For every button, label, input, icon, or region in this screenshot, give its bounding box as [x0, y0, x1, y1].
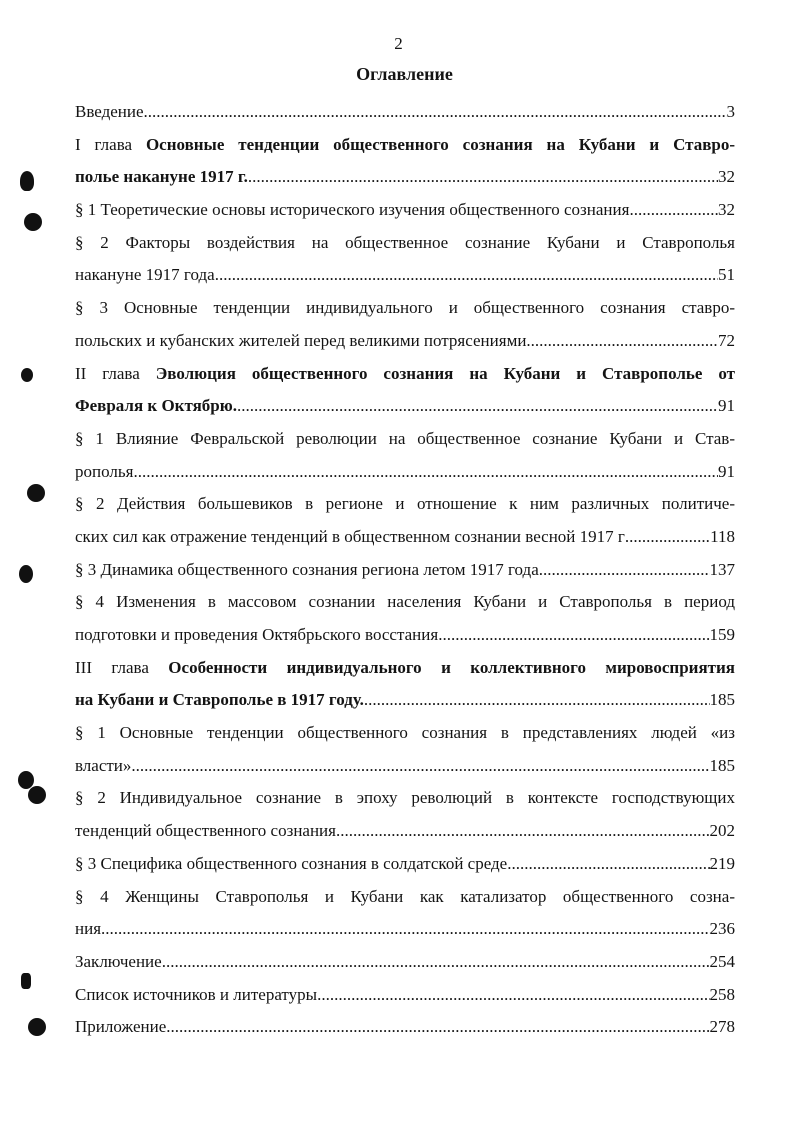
toc-section-3-3[interactable]: § 3 Специфика общественного сознания в солдатской среде ..... 219: [75, 848, 735, 881]
toc-section-1-1[interactable]: § 1 Теоретические основы исторического изучения общественного сознания ..... 32: [75, 194, 735, 227]
toc-section-3-1-line1[interactable]: § 1 Основные тенденции общественного сознания в представлениях людей «из: [75, 723, 735, 743]
toc-entry-appendix[interactable]: Приложение ..... 278: [75, 1011, 735, 1044]
page-ref: 258: [709, 984, 735, 1004]
toc-section-1-2-line2[interactable]: накануне 1917 года ..... 51: [75, 259, 735, 292]
punch-hole-mark: [24, 213, 42, 231]
page-ref: 202: [709, 821, 735, 841]
toc-chapter-2-line1[interactable]: II глава Эволюция общественного сознания на Кубани и Ставрополье от: [75, 363, 735, 383]
chapter-title: Эволюция общественного сознания на Кубани и Ставрополье от: [155, 363, 735, 383]
page-ref: 159: [709, 625, 735, 644]
toc-section-1-2-line1[interactable]: § 2 Факторы воздействия на общественное сознание Кубани и Ставрополья: [75, 232, 735, 252]
toc-section-3-2-line1[interactable]: § 2 Индивидуальное сознание в эпоху революций в контексте господствующих: [75, 788, 735, 808]
chapter-title: Основные тенденции общественного сознания на Кубани и Ставро-: [145, 134, 735, 154]
toc-chapter-3-line2[interactable]: на Кубани и Ставрополье в 1917 году. ..... 185: [75, 684, 735, 717]
page-ref: 185: [709, 690, 735, 710]
page-ref: 51: [718, 265, 735, 285]
toc-chapter-2-line2[interactable]: Февраля к Октябрю. ..... 91: [75, 390, 735, 423]
page-ref: 137: [709, 559, 735, 579]
page-ref: 72: [718, 330, 735, 350]
page-ref: 185: [709, 755, 735, 775]
punch-hole-mark: [21, 368, 33, 382]
toc-section-1-3-line1[interactable]: § 3 Основные тенденции индивидуального и общественного сознания ставро-: [75, 298, 735, 318]
punch-hole-mark: [21, 973, 31, 989]
page-number: 2: [394, 34, 403, 53]
toc-entry-conclusion[interactable]: Заключение ..... 254: [75, 946, 735, 979]
toc-section-3-4-line2[interactable]: ния ..... 236: [75, 913, 735, 946]
punch-hole-mark: [20, 171, 34, 191]
toc-section-2-1-line1[interactable]: § 1 Влияние Февральской революции на общественное сознание Кубани и Став-: [75, 428, 735, 448]
toc-section-2-2-line2[interactable]: ских сил как отражение тенденций в общественном сознании весной 1917 г ..... 118: [75, 521, 735, 554]
page-ref: 118: [710, 526, 735, 546]
toc-chapter-1-line1[interactable]: I глава Основные тенденции общественного сознания на Кубани и Ставро-: [75, 134, 735, 154]
toc-entry-sources[interactable]: Список источников и литературы ..... 258: [75, 979, 735, 1012]
toc-chapter-3-line1[interactable]: III глава Особенности индивидуального и коллективного мировосприятия: [75, 657, 735, 677]
punch-hole-mark: [27, 484, 45, 502]
toc-section-1-3-line2[interactable]: польских и кубанских жителей перед великими потрясениями ..... 72: [75, 325, 735, 358]
toc-section-2-1-line2[interactable]: рополья ..... 91: [75, 456, 735, 489]
toc-chapter-1-line2[interactable]: полье накануне 1917 г. ..... 32: [75, 161, 735, 194]
toc-title: Оглавление: [356, 64, 453, 84]
page-ref: 236: [709, 919, 735, 939]
toc-section-3-4-line1[interactable]: § 4 Женщины Ставрополья и Кубани как катализатор общественного созна-: [75, 886, 735, 906]
punch-hole-mark: [28, 786, 46, 804]
page-ref: 254: [709, 951, 735, 971]
toc-section-2-4-line2[interactable]: подготовки и проведения Октябрьского восстания ..... 159: [75, 619, 735, 652]
punch-hole-mark: [28, 1018, 46, 1036]
page-ref: 278: [709, 1017, 735, 1037]
page-ref: 32: [718, 167, 735, 187]
toc-section-3-1-line2[interactable]: власти» ..... 185: [75, 750, 735, 783]
page-ref: 91: [718, 396, 735, 416]
toc-section-2-3[interactable]: § 3 Динамика общественного сознания региона летом 1917 года ..... 137: [75, 554, 735, 587]
chapter-title: Особенности индивидуального и коллективного мировосприятия: [168, 657, 735, 677]
page-ref: 3: [726, 102, 735, 121]
page-ref: 219: [709, 853, 735, 873]
toc-section-3-2-line2[interactable]: тенденций общественного сознания ..... 202: [75, 815, 735, 848]
toc-section-2-4-line1[interactable]: § 4 Изменения в массовом сознании населения Кубани и Ставрополья в период: [75, 592, 735, 612]
punch-hole-mark: [19, 565, 33, 583]
page-ref: 91: [718, 461, 735, 481]
page-ref: 32: [718, 200, 735, 220]
toc-section-2-2-line1[interactable]: § 2 Действия большевиков в регионе и отношение к ним различных политиче-: [75, 494, 735, 514]
toc-entry-intro[interactable]: Введение ..... 3: [75, 96, 735, 129]
table-of-contents: [75, 96, 735, 1044]
